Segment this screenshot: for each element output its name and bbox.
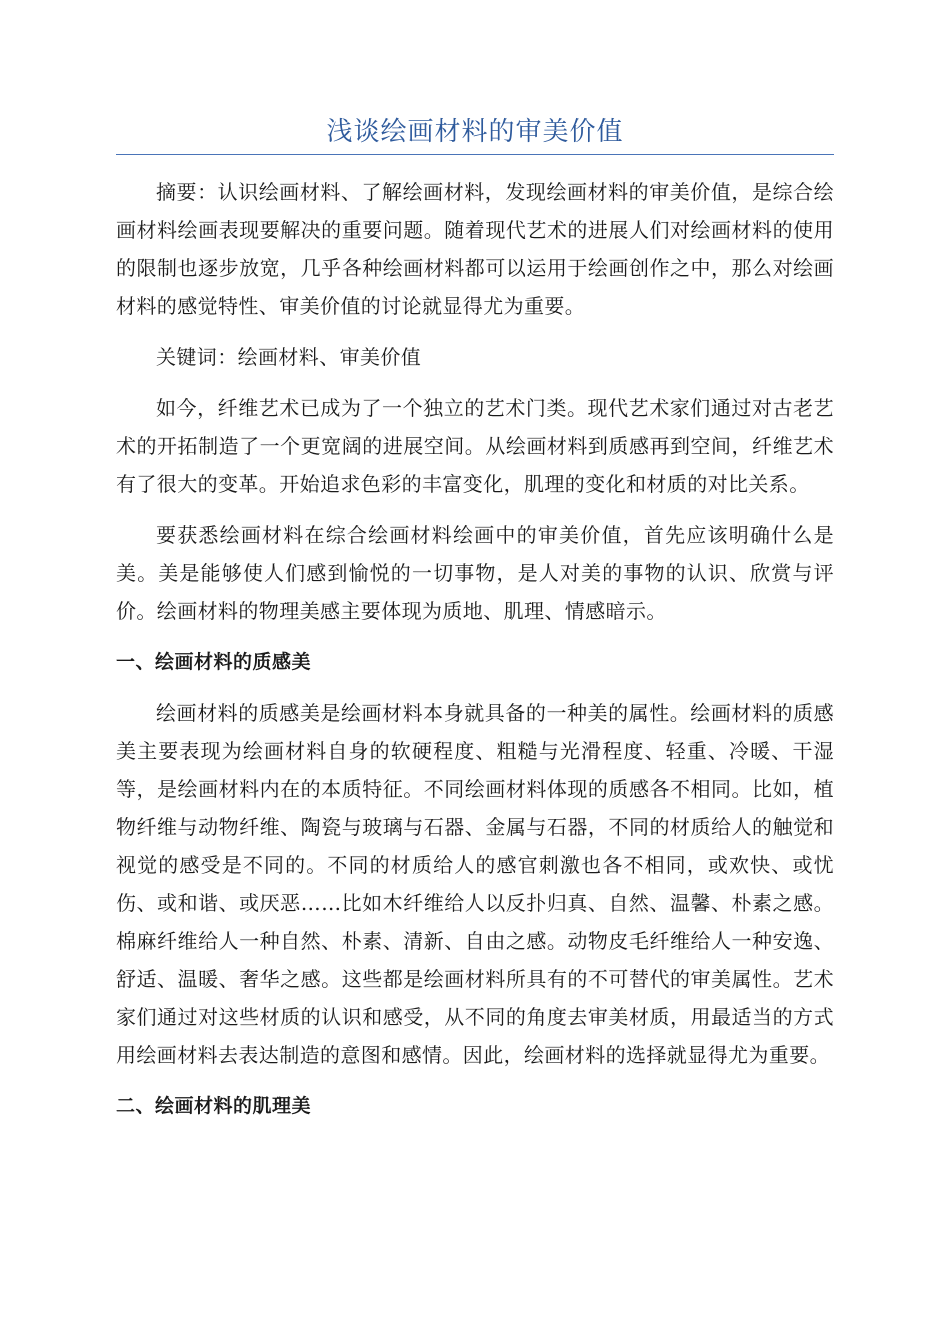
section-heading: 一、绘画材料的质感美 (116, 651, 312, 673)
document-page (116, 112, 834, 1138)
section-heading: 二、绘画材料的肌理美 (116, 1095, 312, 1117)
title-underline (116, 154, 834, 155)
document-title: 浅谈绘画材料的审美价值 (326, 117, 624, 147)
body-paragraph: 如今，纤维艺术已成为了一个独立的艺术门类。现代艺术家们通过对古老艺术的开拓制造了一个更宽阔的进展空间。从绘画材料到质感再到空间，纤维艺术有了很大的变革。开始追求色彩的丰富变化，肌理的变化和材质的对比关系。 (116, 396, 834, 496)
body-paragraph: 绘画材料的质感美是绘画材料本身就具备的一种美的属性。绘画材料的质感美主要表现为绘画材料自身的软硬程度、粗糙与光滑程度、轻重、冷暖、干湿等，是绘画材料内在的本质特征。不同绘画材料体现的质感各不相同。比如，植物纤维与动物纤维、陶瓷与玻璃与石器、金属与石器，不同的材质给人的触觉和视觉的感受是不同的。不同的材质给人的感官刺激也各不相同，或欢快、或忧伤、或和谐、或厌恶……比如木纤维给人以反扑归真、自然、温馨、朴素之感。棉麻纤维给人一种自然、朴素、清新、自由之感。动物皮毛纤维给人一种安逸、舒适、温暖、奢华之感。这些都是绘画材料所具有的不可替代的审美属性。艺术家们通过对这些材质的认识和感受，从不同的角度去审美材质，用最适当的方式用绘画材料去表达制造的意图和感情。因此，绘画材料的选择就显得尤为重要。 (116, 701, 834, 1067)
keywords-paragraph: 关键词：绘画材料、审美价值 (156, 345, 422, 369)
abstract-paragraph: 摘要：认识绘画材料、了解绘画材料，发现绘画材料的审美价值，是综合绘画材料绘画表现要解决的重要问题。随着现代艺术的进展人们对绘画材料的使用的限制也逐步放宽，几乎各种绘画材料都可以运用于绘画创作之中，那么对绘画材料的感觉特性、审美价值的讨论就显得尤为重要。 (116, 180, 834, 318)
body-paragraph: 要获悉绘画材料在综合绘画材料绘画中的审美价值，首先应该明确什么是美。美是能够使人们感到愉悦的一切事物，是人对美的事物的认识、欣赏与评价。绘画材料的物理美感主要体现为质地、肌理、情感暗示。 (116, 523, 834, 623)
